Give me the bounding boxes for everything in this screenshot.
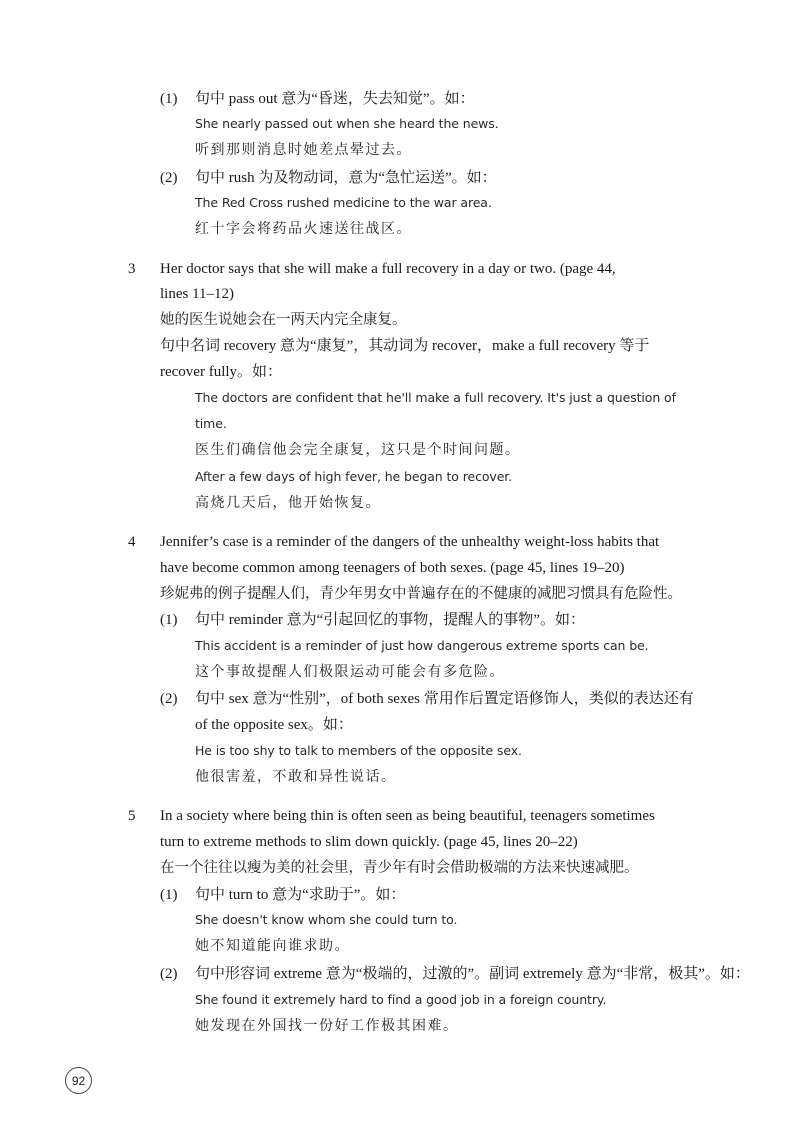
example-chinese: 红十字会将药品火速送往战区。 [195,221,412,237]
section-number: 4 [128,534,136,550]
example-english: The Red Cross rushed medicine to the war area. [195,195,492,210]
point-heading: of the opposite sex。如： [195,717,353,733]
sentence-line: Jennifer’s case is a reminder of the dangers of the unhealthy weight-loss habits that [160,534,660,550]
example-english: She doesn't know whom she could turn to. [195,912,458,927]
point-number: (2) [160,966,178,982]
sentence-line: have become common among teenagers of both sexes. (page 45, lines 19–20) [160,560,625,576]
point-number: (2) [160,170,178,186]
example-english: She nearly passed out when she heard the news. [195,116,499,131]
point-heading: 句中 turn to 意为“求助于”。如： [195,887,406,903]
example-english: The doctors are confident that he'll make a full recovery. It's just a question of [195,390,676,405]
point-number: (1) [160,612,178,628]
example-english: He is too shy to talk to members of the opposite sex. [195,743,522,758]
sentence-line: In a society where being thin is often seen as being beautiful, teenagers sometimes [160,808,655,824]
sentence-translation: 珍妮弗的例子提醒人们，青少年男女中普遍存在的不健康的减肥习惯具有危险性。 [160,586,682,602]
page-number-badge: 92 [65,1067,92,1094]
point-number: (1) [160,887,178,903]
example-english: After a few days of high fever, he began to recover. [195,469,513,484]
point-number: (2) [160,691,178,707]
sentence-line: Her doctor says that she will make a full recovery in a day or two. (page 44, [160,261,616,277]
section-number: 3 [128,261,136,277]
section-number: 5 [128,808,136,824]
example-english: She found it extremely hard to find a good job in a foreign country. [195,992,607,1007]
sentence-line: lines 11–12) [160,286,235,302]
point-heading: 句中 rush 为及物动词，意为“急忙运送”。如： [195,170,497,186]
point-heading: 句中形容词 extreme 意为“极端的，过激的”。副词 extremely 意为“非常，极其”。如： [195,966,750,982]
example-chinese: 高烧几天后，他开始恢复。 [195,495,381,511]
example-chinese: 听到那则消息时她差点晕过去。 [195,142,412,158]
point-heading: 句中 reminder 意为“引起回忆的事物，提醒人的事物”。如： [195,612,585,628]
example-chinese: 医生们确信他会完全康复，这只是个时间问题。 [195,442,521,458]
example-chinese: 她不知道能向谁求助。 [195,938,350,954]
point-heading: 句中 sex 意为“性别”，of both sexes 常用作后置定语修饰人，类似的表达还有 [195,691,694,707]
point-number: (1) [160,91,178,107]
example-english: time. [195,416,227,431]
note-line: recover fully。如： [160,364,283,380]
sentence-translation: 在一个往往以瘦为美的社会里，青少年有时会借助极端的方法来快速减肥。 [160,860,639,876]
note-line: 句中名词 recovery 意为“康复”，其动词为 recover，make a full recovery 等于 [160,338,650,354]
example-chinese: 这个事故提醒人们极限运动可能会有多危险。 [195,664,505,680]
example-chinese: 她发现在外国找一份好工作极其困难。 [195,1018,459,1034]
example-chinese: 他很害羞，不敢和异性说话。 [195,769,397,785]
example-english: This accident is a reminder of just how dangerous extreme sports can be. [195,638,649,653]
sentence-translation: 她的医生说她会在一两天内完全康复。 [160,312,407,328]
point-heading: 句中 pass out 意为“昏迷，失去知觉”。如： [195,91,475,107]
sentence-line: turn to extreme methods to slim down quickly. (page 45, lines 20–22) [160,834,578,850]
